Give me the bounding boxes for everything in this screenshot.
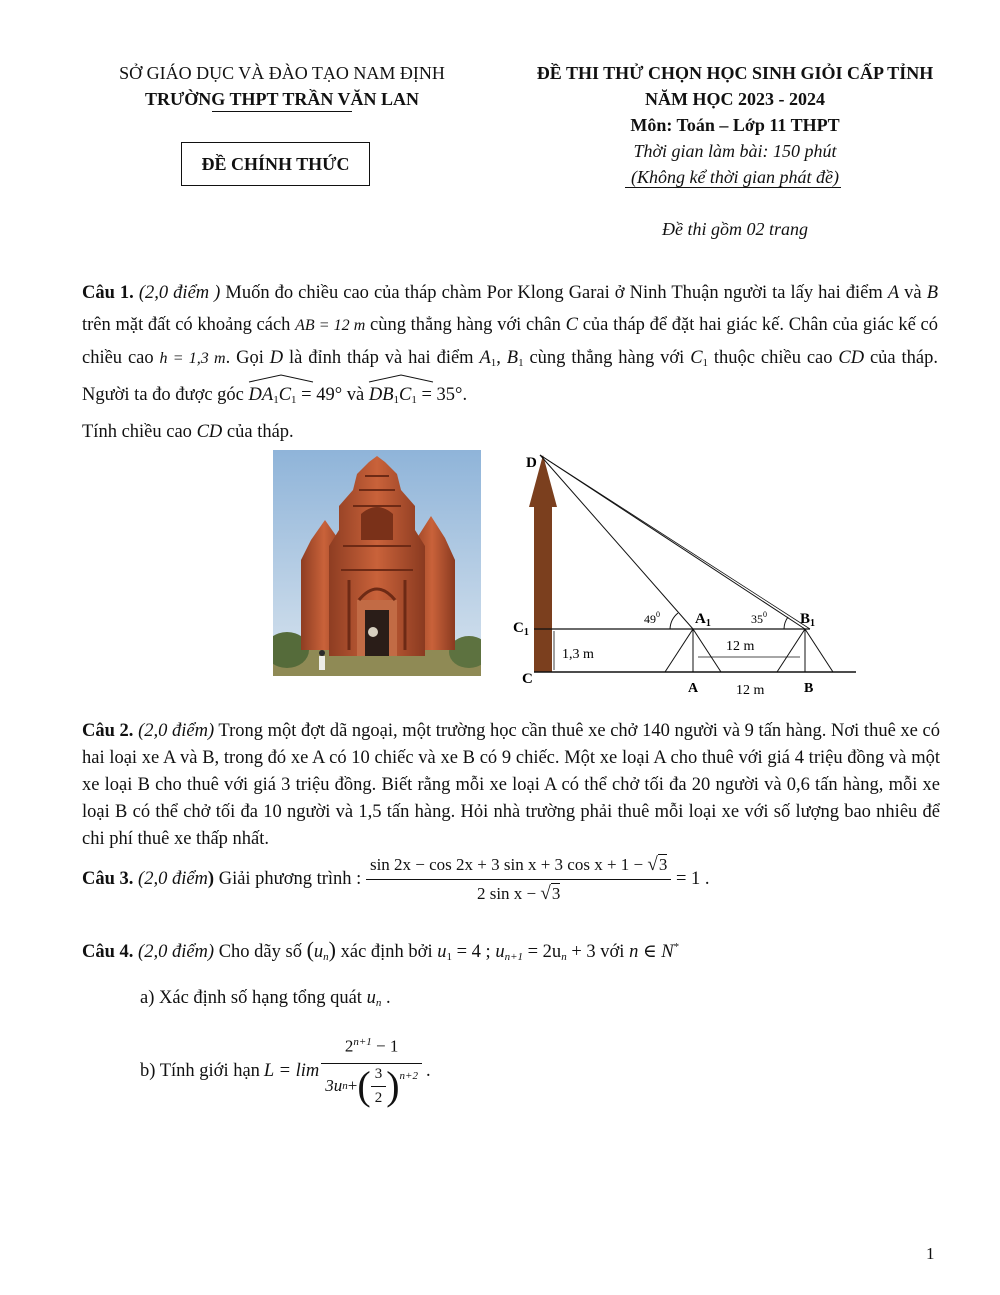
label-upper-distance: 12 m: [726, 639, 755, 654]
label-d: D: [526, 455, 537, 471]
page-number: 1: [926, 1244, 935, 1263]
q4b-inner-den: 2: [374, 1089, 383, 1106]
q1-text: Tính chiều cao: [82, 422, 197, 442]
subscript: 1: [446, 951, 452, 964]
q4b-num-base: 2: [344, 1036, 354, 1056]
school-year: NĂM HỌC 2023 - 2024: [645, 89, 825, 109]
seq-un1: u: [495, 942, 505, 963]
label-lower-distance: 12 m: [736, 683, 765, 698]
time-note-underline: [625, 187, 841, 188]
q3-points: (2,0 điểm: [138, 869, 208, 889]
label-b: B: [804, 681, 814, 696]
q1-text: Muốn đo chiều cao của tháp chàm Por Klong Garai ở Ninh Thuận người ta lấy hai điểm: [220, 283, 888, 303]
q4b-den-plus: +: [347, 1076, 358, 1096]
point-a1: A: [479, 348, 491, 368]
q1-text: và: [899, 283, 927, 303]
time-note: (Không kể thời gian phát đề): [630, 167, 840, 187]
school-name: TRƯỜNG THPT TRẦN VĂN LAN: [144, 89, 420, 109]
star-sup: *: [673, 941, 680, 953]
q4b-inner-num: 3: [371, 1066, 387, 1087]
subscript: 1: [702, 357, 709, 369]
q4b-num-exp: n+1: [353, 1036, 372, 1048]
sight-line-a1: [540, 455, 693, 629]
label-height: 1,3 m: [562, 647, 594, 662]
angle-hat-icon: [367, 373, 435, 383]
cham-tower-photo: [273, 450, 481, 676]
question-4a: a) Xác định số hạng tổng quát $u_n$ .: [140, 988, 391, 1009]
q4a-end: .: [381, 988, 391, 1008]
subscript: 1: [518, 357, 524, 369]
distance-ab: AB = 12 m: [295, 317, 366, 334]
height-h: h = 1,3 m: [159, 350, 226, 367]
subscript: 1: [393, 394, 400, 406]
exam-title: ĐỀ THI THỬ CHỌN HỌC SINH GIỎI CẤP TỈNH: [536, 63, 934, 83]
q2-points: (2,0 điểm): [138, 721, 215, 741]
q2-text: Trong một đợt dã ngoại, một trường học cần thuê xe chở 140 người và 9 tấn hàng. Nơi thuê xe có hai loại xe A và B, trong đó xe A có 10 chiếc và xe B có 9 chiếc. Một xe loại A cho thuê với giá 4 triệu đồng và một xe loại B cho thuê với giá 3 triệu đồng. Biết rằng mỗi xe loại A có thể chở tối đa 20 người và 0,6 tấn hàng, mỗi xe loại B có thể chở tối đa 10 người và 1,5 tấn hàng. Hỏi nhà trường phải thuê mỗi loại xe với số lượng bao nhiêu để chi phí thuê xe thấp nhất.: [82, 721, 940, 849]
seq-u: u: [313, 942, 324, 963]
question-2: [82, 718, 940, 853]
seq-u1: u: [437, 942, 447, 963]
point-c: C: [565, 315, 578, 335]
angle-db1c1: [369, 379, 417, 416]
tripod-b: [777, 629, 833, 672]
point-d: D: [269, 348, 284, 368]
department-name: SỞ GIÁO DỤC VÀ ĐÀO TẠO NAM ĐỊNH: [119, 63, 445, 83]
q4-text: Cho dãy số: [214, 942, 307, 963]
label-a1-letter: A: [695, 611, 706, 627]
school-underline: [212, 111, 352, 112]
q4a-text: a) Xác định số hạng tổng quát: [140, 988, 367, 1008]
q4b-den-exp: n+2: [399, 1069, 418, 1082]
q3-fraction: $\frac{\text{sin 2x − cos 2x + 3 sin x + 3 cos x + 1 − √3}}{\text{2 sin x − √3}}$: [366, 854, 671, 905]
q1-text: của tháp.: [222, 422, 294, 442]
q1-text: .: [462, 385, 468, 405]
angle-35-value: 35: [751, 612, 763, 626]
q1-text: và: [342, 385, 369, 405]
angle-49-degree: 0: [656, 610, 660, 619]
q3-equals: = 1 .: [671, 869, 710, 889]
point-a: A: [887, 283, 900, 303]
q4b-text: b) Tính giới hạn: [140, 1060, 260, 1081]
tripod-a: [665, 629, 721, 672]
label-b1-letter: B: [800, 611, 811, 627]
point-b1: B: [506, 348, 519, 368]
q1-text: là đỉnh tháp và hai điểm: [283, 348, 480, 368]
label-b1: [800, 611, 815, 629]
angle-text: DA: [248, 385, 274, 405]
q1-text: thuộc chiều cao: [708, 348, 839, 368]
angle-arc-b1: [784, 617, 788, 629]
q4b-num-tail: − 1: [371, 1036, 399, 1056]
label-a: A: [688, 681, 699, 696]
label-a1-sub: 1: [705, 618, 711, 629]
q4-text: xác định bởi: [335, 942, 438, 963]
q1-label: Câu 1.: [82, 283, 134, 303]
subscript: 1: [273, 394, 279, 406]
q4b-end: .: [425, 1060, 431, 1081]
sight-line-b1: [540, 455, 805, 629]
q2-label: Câu 2.: [82, 721, 134, 741]
official-exam-box: ĐỀ CHÍNH THỨC: [181, 142, 370, 186]
question-3: [82, 854, 942, 905]
q1-text: cùng thẳng hàng với: [523, 348, 691, 368]
label-a1: [695, 611, 711, 629]
label-angle-35: [751, 610, 767, 626]
question-4b: [140, 1036, 431, 1107]
q4a-u: u: [366, 988, 376, 1008]
q4b-fraction: $2^{n+1} - 1$ 3u n + ( $\frac{3}{2}$ ) $^{n+2}$: [321, 1036, 422, 1107]
q1-text: của tháp để đặt hai giác kế. Chân của giác kế có chiều cao: [82, 315, 938, 368]
point-b: B: [926, 283, 938, 303]
q4-text: với: [595, 942, 630, 963]
label-c1-letter: C: [513, 620, 524, 636]
angle-text: DB: [368, 385, 394, 405]
angle-value: = 49°: [296, 385, 343, 405]
q3-sqrt3-den: 3: [551, 884, 561, 903]
q4-label: Câu 4.: [82, 942, 134, 963]
q3-numerator: sin 2x − cos 2x + 3 sin x + 3 cos x + 1 −: [369, 855, 648, 874]
question-4: Câu 4. (2,0 điểm) Cho dãy số $(u_n)$ xác định bởi $u_1 = 4$ ; $u_{n+1} = 2u_n + 3$ với n ∈ N*: [82, 937, 680, 964]
label-c1: [513, 620, 529, 638]
q3-denominator: 2 sin x −: [476, 884, 541, 903]
segment-cd: CD: [196, 422, 223, 442]
q4b-inner-fraction: [371, 1066, 387, 1107]
q1-points: (2,0 điểm ): [138, 283, 221, 303]
segment-cd: CD: [838, 348, 865, 368]
q4b-den-term: 3u: [325, 1076, 343, 1096]
subscript: 1: [490, 357, 497, 369]
angle-49-value: 49: [644, 612, 656, 626]
sight-line-b1-outer: [540, 455, 810, 629]
q1-text: cùng thẳng hàng với chân: [365, 315, 566, 335]
q1-text: ,: [496, 348, 507, 368]
label-c: C: [522, 671, 533, 687]
angle-hat-icon: [247, 373, 315, 383]
subject: Môn: Toán – Lớp 11 THPT: [630, 115, 840, 135]
domain-n: n ∈ N: [629, 942, 674, 963]
pages-note: Đề thi gồm 02 trang: [662, 219, 808, 239]
seq-recurrence: = 2u: [523, 942, 562, 963]
q3-sqrt3-num: 3: [658, 855, 668, 874]
label-b1-sub: 1: [810, 618, 816, 629]
angle-35-degree: 0: [763, 610, 767, 619]
seq-u1-value: = 4 ;: [451, 942, 496, 963]
q3-points-close: ): [207, 869, 215, 889]
tower-measurement-diagram: [510, 445, 860, 700]
angle-arc-a1: [670, 613, 678, 629]
point-c1: C: [690, 348, 703, 368]
q1-text: . Gọi: [225, 348, 270, 368]
label-angle-49: [644, 610, 660, 626]
q3-label: Câu 3.: [82, 869, 134, 889]
q3-text: Giải phương trình :: [214, 869, 362, 889]
angle-text: C: [399, 385, 412, 405]
q4b-limit: L = lim: [263, 1060, 320, 1081]
subscript: 1: [291, 394, 297, 406]
tower-shaft: [534, 505, 552, 672]
q1-text: trên mặt đất có khoảng cách: [82, 315, 296, 335]
q4-points: (2,0 điểm): [138, 942, 215, 963]
seq-recurrence-tail: + 3: [566, 942, 596, 963]
angle-da1c1: [249, 379, 297, 416]
label-c1-sub: 1: [523, 627, 529, 638]
q1-text: của tháp. Người ta đo được góc: [82, 348, 939, 405]
question-1: [82, 277, 938, 448]
time-allowed: Thời gian làm bài: 150 phút: [633, 141, 837, 161]
angle-value: = 35°: [416, 385, 463, 405]
subscript: 1: [411, 394, 417, 406]
angle-text: C: [278, 385, 292, 405]
